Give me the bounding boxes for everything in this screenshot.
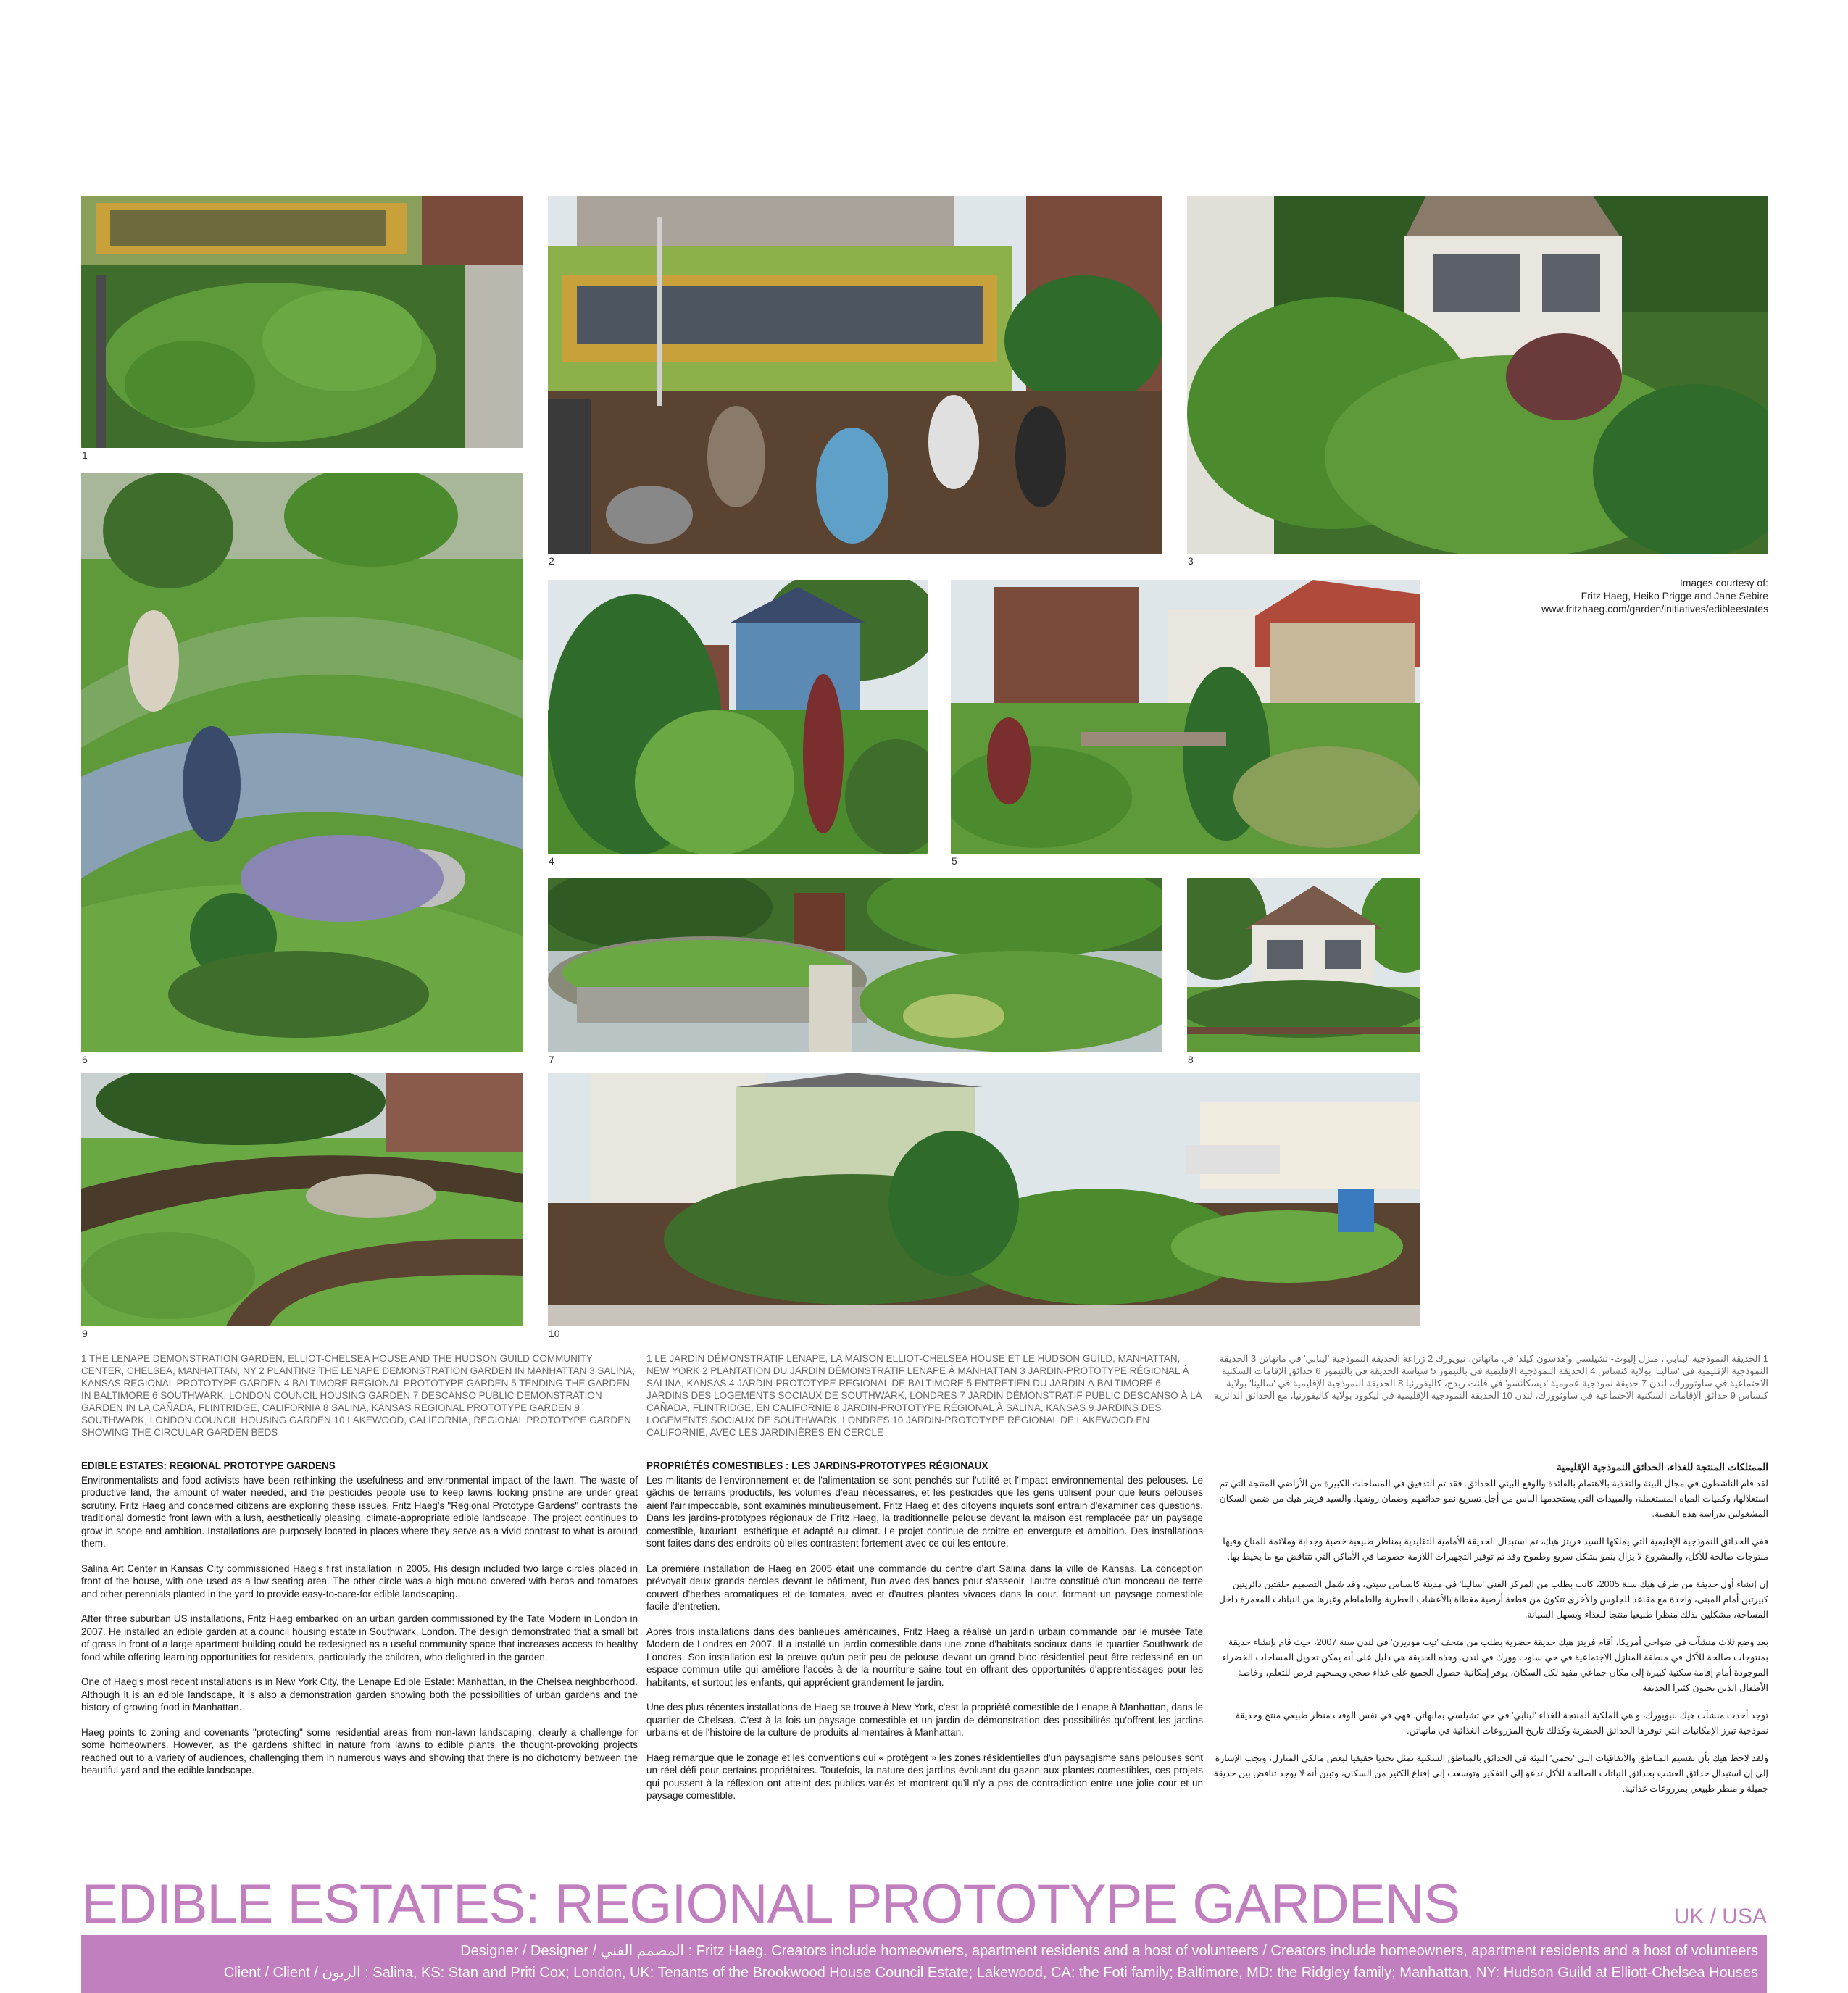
paragraph: Salina Art Center in Kansas City commissioned Haeg's first installation in 2005. His design included two large circles placed in front of the house, with one used as a low seating area. The other circle was a high mound covered with herbs and tomatoes and other perennials planted in the yard to provide easy-to-care-for edible landscaping. <box>81 1563 638 1599</box>
paragraph: One of Haeg's most recent installations is in New York City, the Lenape Edible Estate: Manhattan, in the Chelsea neighborhood. Although it is an edible landscape, it is also a demonstration garden showing both the possibilities of urban gardens and the history of growing food in Manhattan. <box>81 1676 638 1713</box>
paragraph: لقد قام الناشطون في مجال البيئة والتغذية بالاهتمام بالفائدة والوقع البيئي للحدائق. فقد تم التدقيق في المساحات الكبيرة من الأراضي المنتجة التي تم استغلالها، وكميات المياه المستعملة، والمبيدات التي يستخدمها الناس من أجل تسريع نمو حدائقهم وضمان رونقها. والسيد فريتز هيك من ضمن السكان المشغولين بدراسة هذه القضية. <box>1219 1478 1768 1519</box>
photo-5-tending-baltimore <box>951 580 1420 854</box>
photo-number-3: 3 <box>1188 555 1194 567</box>
paragraph: Haeg points to zoning and covenants "protecting" some residential areas from non-lawn landscaping, clearly a challenge for some homeowners. However, as the gardens shifted in nature from lawns to edible plants, the thought-provoking projects reached out to a variety of audiences, challenging them in numerous ways and showing that there is no dichotomy between the beautiful yard and the edible landscape. <box>81 1726 638 1776</box>
paragraph: Environmentalists and food activists have been rethinking the usefulness and environmental impact of the lawn. The waste of productive land, the amount of water needed, and the pesticides people use to keep lawns looking pristine are under great scrutiny. Fritz Haeg and concerned citizens are exploring these issues. Fritz Haeg's "Regional Prototype Gardens" contrasts the traditional domestic front lawn with a lush, aesthetically pleasing, climate-appropriate edible landscape. The project continues to grow in scope and ambition. Installations are purposely located in places where they serve as a vivid contrast to what is around them. <box>81 1474 638 1549</box>
heading-french: PROPRIÉTÉS COMESTIBLES : LES JARDINS-PROTOTYPES RÉGIONAUX <box>646 1460 988 1471</box>
text-column-french <box>646 1460 1203 1815</box>
text-column-english <box>81 1460 638 1789</box>
photo-number-4: 4 <box>549 855 554 867</box>
caption-french: 1 LE JARDIN DÉMONSTRATIF LENAPE, LA MAISON ELLIOT-CHELSEA HOUSE ET LE HUDSON GUILD, MANHATTAN, NEW YORK 2 PLANTATION DU JARDIN DÉMONSTRATIF LENAPE À MANHATTAN 3 JARDIN-PROTOTYPE RÉGIONAL À SALINA, KANSAS 4 JARDIN-PROTOTYPE RÉGIONAL DE BALTIMORE 5 ENTRETIEN DU JARDIN À BALTIMORE 6 JARDINS DES LOGEMENTS SOCIAUX DE SOUTHWARK, LONDRES 7 JARDIN DÉMONSTRATIF PUBLIC DESCANSO À LA CAÑADA, FLINTRIDGE, EN CALIFORNIE 8 JARDIN-PROTOTYPE RÉGIONAL À SALINA, KANSAS 9 JARDINS DES LOGEMENTS SOCIAUX DE SOUTHWARK, LONDRES 10 JARDIN-PROTOTYPE RÉGIONAL DE LAKEWOOD EN CALIFORNIE, AVEC LES JARDINIÈRES EN CERCLE <box>646 1353 1202 1438</box>
photo-1-lenape-garden <box>81 196 523 448</box>
client-line: Client / Client / الزبون : Salina, KS: Stan and Priti Cox; London, UK: Tenants of the Brookwood House Council Estate; Lakewood, CA: the Foti family; Baltimore, MD: the Ridgley family; Manhattan, NY: Hudson Guild at Elliott-Chelsea Houses <box>223 1965 1758 1981</box>
photo-8-salina-garden <box>1187 878 1420 1052</box>
designer-line: Designer / Designer / المصمم الفني : Fritz Haeg. Creators include homeowners, apartment residents and a host of volunteers / Creators include homeowners, apartment residents and a host of volunteers <box>460 1943 1758 1959</box>
photo-7-descanso-garden <box>548 878 1162 1052</box>
paragraph: Haeg remarque que le zonage et les conventions qui « protègent » les zones résidentielles d'un paysagisme sans pelouses sont un réel défi pour certains propriétaires. Toutefois, la nature des jardins évoluant du gazon aux plantes comestibles, ces projets qui poussent à la réflexion ont atteint des publics variés et montrent qu'il n'y a pas de contradiction entre une jolie cour et un paysage comestible. <box>646 1752 1203 1801</box>
paragraph: توجد أحدث منشآت هيك بنيويورك، و هي الملكية المنتجة للغذاء 'لينابي' في حي تشيلسي بمانهاتن. فهي في نفس الوقت منظر طبيعي منتج وحديقة نموذجية تبرز الإمكانيات التي توفرها الحدائق الحضرية وكذلك تاريخ المزروعات الغذائية في مانهاتن. <box>1235 1710 1768 1736</box>
heading-arabic: الممتلكات المنتجة للغذاء، الحدائق النموذجية الإقليمية <box>1557 1462 1768 1473</box>
image-credits <box>1442 576 1768 615</box>
photo-number-9: 9 <box>82 1328 88 1339</box>
paragraph: After three suburban US installations, Fritz Haeg embarked on an urban garden commissioned by the Tate Modern in London in 2007. He installed an edible garden at a council housing estate in Southwark, London. The design demonstrated that a small bit of grass in front of a large apartment building could be redesigned as a useful community space that increases access to healthy food while offering learning opportunities for residents, particularly the children, who delighted in the garden. <box>81 1613 638 1663</box>
caption-english: 1 THE LENAPE DEMONSTRATION GARDEN, ELLIOT-CHELSEA HOUSE AND THE HUDSON GUILD COMMUNITY CENTER, CHELSEA, MANHATTAN, NY 2 PLANTING THE LENAPE DEMONSTRATION GARDEN IN MANHATTAN 3 SALINA, KANSAS REGIONAL PROTOTYPE GARDEN 4 BALTIMORE REGIONAL PROTOTYPE GARDEN 5 TENDING THE GARDEN IN BALTIMORE 6 SOUTHWARK, LONDON COUNCIL HOUSING GARDEN 7 DESCANSO PUBLIC DEMONSTRATION GARDEN IN LA CAÑADA, FLINTRIDGE, CALIFORNIA 8 SALINA, KANSAS REGIONAL PROTOTYPE GARDEN 9 SOUTHWARK, LONDON COUNCIL HOUSING GARDEN 10 LAKEWOOD, CALIFORNIA, REGIONAL PROTOTYPE GARDEN SHOWING THE CIRCULAR GARDEN BEDS <box>81 1353 636 1438</box>
photo-number-2: 2 <box>549 555 554 567</box>
text-column-arabic <box>1212 1460 1768 1809</box>
credits-url: www.fritzhaeg.com/garden/initiatives/edibleestates <box>1541 603 1768 615</box>
region-label: UK / USA <box>1673 1905 1767 1928</box>
photo-number-10: 10 <box>549 1328 560 1339</box>
paragraph: Les militants de l'environnement et de l'alimentation se sont penchés sur l'utilité et l'impact environnemental des pelouses. Le gâchis de terrains productifs, les volumes d'eau nécessaires, et les pesticides que les gens utilisent pour que leurs pelouses aient l'air impeccable, sont examinés minutieusement. Fritz Haeg et des citoyens inquiets sont entrain d'examiner ces questions. Dans les jardins-prototypes régionaux de Fritz Haeg, la traditionnelle pelouse devant la maison est remplacée par un paysage comestible, luxuriant, esthétique et adapté au climat. Le projet continue de croitre en envergure et ambition. Des installations sont faites dans des endroits où elles contrastent fortement avec ce qui les entoure. <box>646 1474 1203 1549</box>
photo-10-lakewood-garden <box>548 1073 1420 1326</box>
paragraph: ولقد لاحظ هيك بأن تقسيم المناطق والاتفاقيات التي 'تحمي' البيئة في الحدائق بالمناطق السكنية تمثل تحديا حقيقيا لبعض مالكي المنازل، وتجب الإشارة إلى إن استبدال حدائق العشب بحدائق النباتات الصالحة للأكل تدعو إلى التفكير وتوسعت إلى إقناع الكثير من السكان، وتبين أنه لا يوجد تناقض بين حديقة جميلة و منظر طبيعي بمزروعات غذائية. <box>1213 1753 1768 1794</box>
heading-english: EDIBLE ESTATES: REGIONAL PROTOTYPE GARDENS <box>81 1460 336 1471</box>
photo-9-southwark-garden <box>81 1073 523 1326</box>
paragraph: ففي الحدائق النموذجية الإقليمية التي يملكها السيد فريتز هيك، تم استبدال الحديقة الأمامية التقليدية بمناظر طبيعية خصبة وجذابة وملائمة للمناخ وفيها منتوجات صالحة للأكل، والمشروع لا يزال ينمو بشكل سريع وطموح وقد تم توفير التجهيزات اللازمة خصوصا في الأماكن التي تتناقض مع ما يحيط بها. <box>1223 1536 1768 1562</box>
paragraph: إن إنشاء أول حديقة من طرف هيك سنة 2005، كانت بطلب من المركز الفني 'سالينا' في مدينة كانساس سيتي، وقد شمل التصميم حلقتين دائريتين كبيرتين أمام المبنى، واحدة مع مقاعد للجلوس والأخرى تتكون من قطعة أرضية مغطاة بالأعشاب العطرية والطماطم وغيرها من النباتات المعمرة داخل المساحة، مشكلين بذلك منظرا طبيعيا منتجا للغذاء ويسهل السيانة. <box>1218 1579 1768 1620</box>
paragraph: Une des plus récentes installations de Haeg se trouve à New York, c'est la propriété comestible de Lenape à Manhattan, dans le quartier de Chelsea. C'est à la fois un paysage comestible et un jardin de démonstration des possibilités qu'offrent les jardins urbains et de l'histoire de la culture de produits alimentaires à Manhattan. <box>646 1702 1203 1738</box>
photo-4-baltimore-garden <box>548 580 928 854</box>
photo-number-1: 1 <box>82 449 88 461</box>
page-title: EDIBLE ESTATES: REGIONAL PROTOTYPE GARDENS <box>81 1873 1460 1935</box>
photo-number-6: 6 <box>82 1054 88 1065</box>
photo-number-7: 7 <box>549 1054 554 1065</box>
paragraph: La première installation de Haeg en 2005 était une commande du centre d'art Salina dans la ville de Kansas. La conception prévoyait deux grands cercles devant le bâtiment, l'un avec des bancs pour s'asseoir, l'autre constitué d'un monceau de terre couvert d'herbes aromatiques et de tomates, avec et d'autres plantes vivaces dans la cour, formant un paysage comestible facile d'entretien. <box>646 1563 1203 1612</box>
photo-number-5: 5 <box>952 855 957 867</box>
credits-names: Fritz Haeg, Heiko Prigge and Jane Sebire <box>1581 590 1768 602</box>
photo-2-planting-lenape <box>548 196 1162 554</box>
paragraph: بعد وضع ثلاث منشآت في ضواحي أمريكا، أقام فريتز هيك حديقة حضرية بطلب من متحف 'تيت موديرن' في لندن سنة 2007، حيث قام بإنشاء حديقة بمنتوجات صالحة للأكل في منطقة المنازل الاجتماعية في حي ساوث وورك في لندن. وهذه الحديقة هي دليل على أنه يمكن تحويل المساحات الخضراء الموجودة أمام إقامة سكنية كبيرة إلى مكان جماعي مفيد لكل السكان، يوفر إمكانية حصول الجميع على غذاء صحي ويمنحهم فرص للتعلم، وخاصة الأطفال الذين يحبون كثيرا الحديقة. <box>1222 1637 1768 1693</box>
photo-3-salina-garden <box>1187 196 1768 554</box>
photo-6-southwark-garden <box>81 473 523 1052</box>
photo-number-8: 8 <box>1188 1054 1194 1065</box>
credits-heading: Images courtesy of: <box>1679 577 1768 588</box>
caption-arabic: 1 الحديقة النموذجية 'لينابي'، منزل إليوت- تشيلسي و'هدسون كيلد' في مانهاتن، نيويورك 2 زراعة الحديقة النموذجية 'لينابي' في مانهاتن 3 الحديقة النموذجية الإقليمية في 'سالينا' بولاية كنساس 4 الحديقة النموذجية الإقليمية في بالتيمور 5 سياسة الحديقة في بالتيمور 6 حدائق الإقامات السكنية الاجتماعية في ساوثوورك، لندن 7 حديقة نموذجية عمومية 'ديسكانسو' في فلنت ريدج، كاليفورنيا 8 الحديقة النموذجية الإقليمية في 'سالينا' بولاية كنساس 9 حدائق الإقامات السكنية الاجتماعية في ساوثوورك، لندن 10 الحديقة النموذجية الإقليمية في ليكوود بولاية كاليفورنيا، مع الحدائق الدائرية <box>1214 1353 1768 1401</box>
credits-band <box>81 1935 1767 1993</box>
paragraph: Après trois installations dans des banlieues américaines, Fritz Haeg a réalisé un jardin urbain commandé par le musée Tate Modern de Londres en 2007. Il a installé un jardin comestible dans une zone d'habitats sociaux dans le quartier Southwark de Londres. Son installation est la preuve qu'un petit peu de pelouse devant un grand bloc résidentiel peut être redessiné en un espace commun utile qui améliore l'accès à de la nourriture saine tout en offrant des opportunités d'apprentissages pour les habitants, et surtout les enfants, qui apprécient grandement le jardin. <box>646 1626 1203 1688</box>
